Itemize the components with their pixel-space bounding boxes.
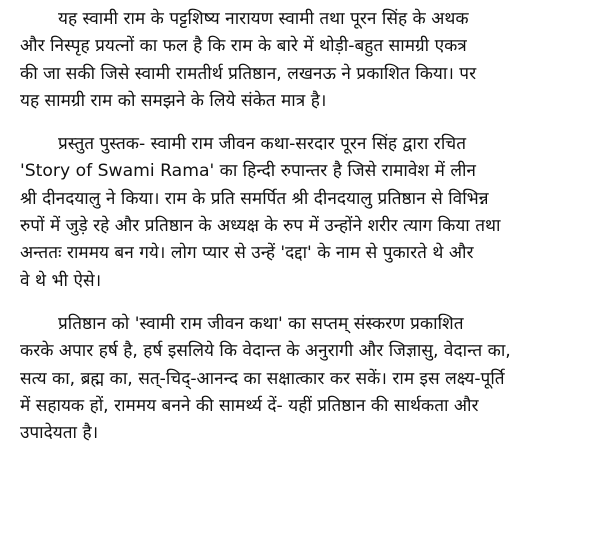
text-line: करके अपार हर्ष है, हर्ष इसलिये कि वेदान्त के अनुरागी और जिज्ञासु, वेदान्त का, xyxy=(20,341,511,362)
text-line: श्री दीनदयालु ने किया। राम के प्रति समर्पित श्री दीनदयालु प्रतिष्ठान से विभिन्न xyxy=(20,188,489,209)
paragraph-2 xyxy=(20,131,592,295)
text-line: प्रतिष्ठान को 'स्वामी राम जीवन कथा' का सप्तम् संस्करण प्रकाशित xyxy=(58,313,464,334)
paragraph-1 xyxy=(20,6,592,115)
paragraph-3 xyxy=(20,311,592,447)
text-line: 'Story of Swami Rama' का हिन्दी रुपान्तर है जिसे रामावेश में लीन xyxy=(20,161,476,182)
text-line: रुपों में जुड़े रहे और प्रतिष्ठान के अध्यक्ष के रुप में उन्होंने शरीर त्याग किया तथा xyxy=(20,216,501,237)
text-line: की जा सकी जिसे स्वामी रामतीर्थ प्रतिष्ठान, लखनऊ ने प्रकाशित किया। पर xyxy=(20,63,477,84)
text-line: में सहायक हों, राममय बनने की सामर्थ्य दें- यहीं प्रतिष्ठान की सार्थकता और xyxy=(20,395,479,416)
text-line: यह सामग्री राम को समझने के लिये संकेत मात्र है। xyxy=(20,90,327,111)
text-line: अन्ततः राममय बन गये। लोग प्यार से उन्हें 'दद्दा' के नाम से पुकारते थे और xyxy=(20,243,474,264)
text-line: यह स्वामी राम के पट्टशिष्य नारायण स्वामी तथा पूरन सिंह के अथक xyxy=(58,9,469,29)
text-line: सत्य का, ब्रह्म का, सत्-चिद्-आनन्द का सक्षात्कार कर सकें। राम इस लक्ष्य-पूर्ति xyxy=(20,368,505,389)
text-line: और निस्पृह प्रयत्नों का फल है कि राम के बारे में थोड़ी-बहुत सामग्री एकत्र xyxy=(20,36,467,57)
text-line: उपादेयता है। xyxy=(20,423,99,444)
document-page xyxy=(20,6,592,463)
text-line: प्रस्तुत पुस्तक- स्वामी राम जीवन कथा-सरदार पूरन सिंह द्वारा रचित xyxy=(58,134,466,155)
text-line: वे थे भी ऐसे। xyxy=(20,270,102,291)
